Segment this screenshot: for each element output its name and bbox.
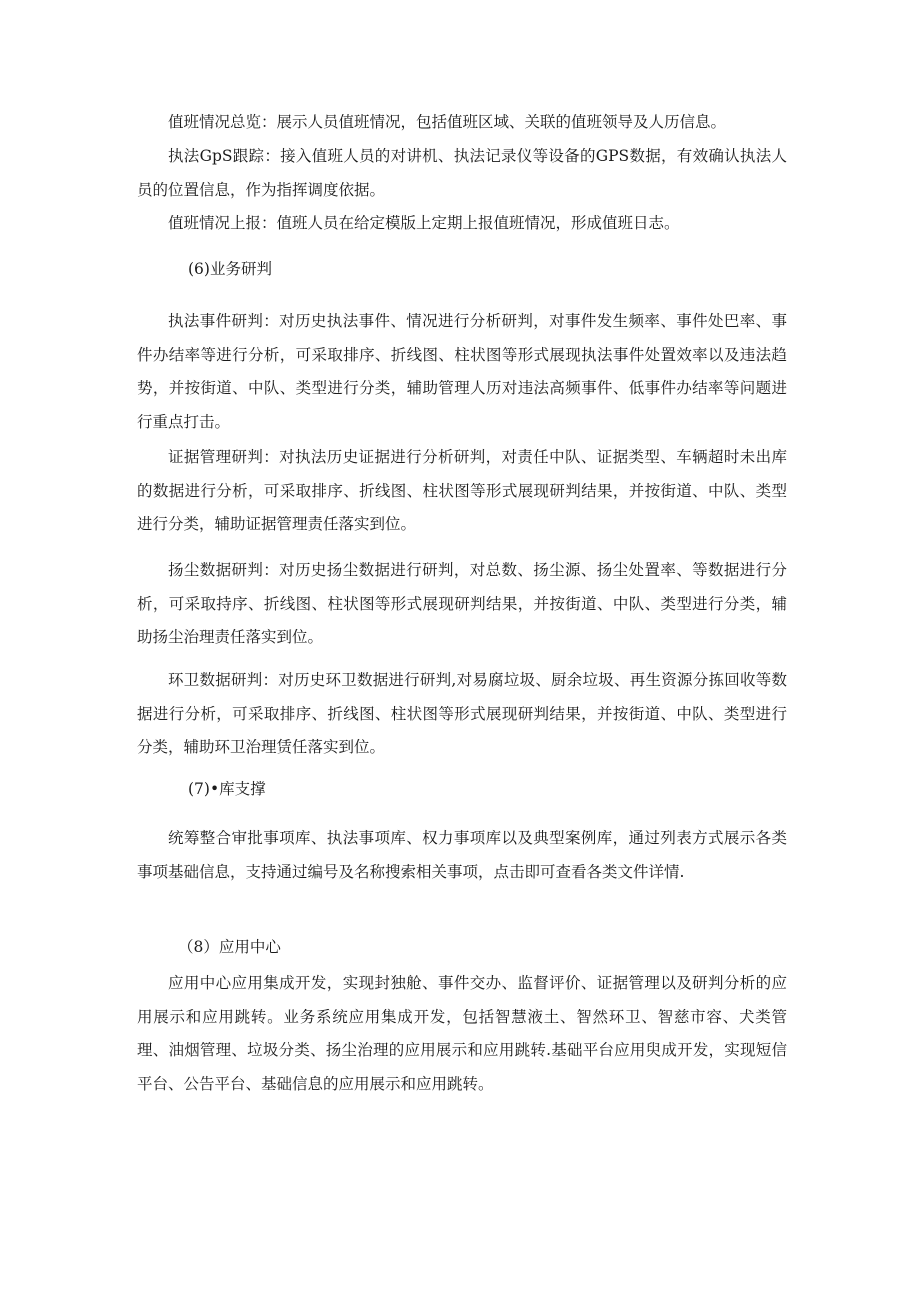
section-heading-library-support: (7)•库支撑: [188, 780, 266, 798]
paragraph-evidence-analysis: 证据管理研判：对执法历史证据进行分析研判，对责任中队、证据类型、车辆超时未出库的数据进行分析，可采取排序、折线图、柱状图等形式展现研判结果，并按街道、中队、类型进行分类，辅助证据管理责任落实到位。: [137, 448, 787, 533]
section-heading-business-analysis: (6)业务研判: [188, 260, 272, 278]
paragraph-gps-tracking: 执法GpS跟踪：接入值班人员的对讲机、执法记录仪等设备的GPS数据，有效确认执法人员的位置信息，作为指挥调度依据。: [137, 147, 787, 199]
section-heading-application-center: （8）应用中心: [178, 938, 281, 956]
paragraph-dust-analysis: 扬尘数据研判：对历史扬尘数据进行研判，对总数、扬尘源、扬尘处置率、等数据进行分析，可采取持序、折线图、柱状图等形式展现研判结果，并按街道、中队、类型进行分类，辅助扬尘治理责任落实到位。: [137, 561, 787, 646]
paragraph-application-center: 应用中心应用集成开发，实现封独舱、事件交办、监督评价、证据管理以及研判分析的应用展示和应用跳转。业务系统应用集成开发，包括智慧液土、智然环卫、智慈市容、犬类管理、油烟管理、垃圾分类、扬尘治理的应用展示和应用跳转.基础平台应用臾成开发，实现短信平台、公告平台、基础信息的应用展示和应用跳转。: [137, 974, 787, 1093]
paragraph-enforcement-event-analysis: 执法事件研判：对历史执法事件、情况进行分析研判，对事件发生频率、事件处巴率、事件办结率等进行分析，可采取排序、折线图、柱状图等形式展现执法事件处置效率以及违法趋势，并按街道、中队、类型进行分类，辅助管理人历对违法高频事件、低事件办结率等问题进行重点打击。: [137, 312, 787, 431]
paragraph-duty-overview: 值班情况总览：展示人员值班情况，包括值班区域、关联的值班领导及人历信息。: [168, 113, 727, 131]
paragraph-library-support: 统筹整合审批事项库、执法事项库、权力事项库以及典型案例库，通过列表方式展示各类事项基础信息，支持通过编号及名称搜索相关事项，点击即可查看各类文件详情.: [137, 829, 787, 881]
paragraph-duty-report: 值班情况上报：值班人员在给定模版上定期上报值班情况，形成值班日志。: [168, 214, 680, 232]
paragraph-sanitation-analysis: 环卫数据研判：对历史环卫数据进行研判,对易腐垃圾、厨余垃圾、再生资源分拣回收等数据进行分析，可采取排序、折线图、柱状图等形式展现研判结果，并按街道、中队、类型进行分类，辅助环卫治理赁任落实到位。: [137, 671, 787, 756]
